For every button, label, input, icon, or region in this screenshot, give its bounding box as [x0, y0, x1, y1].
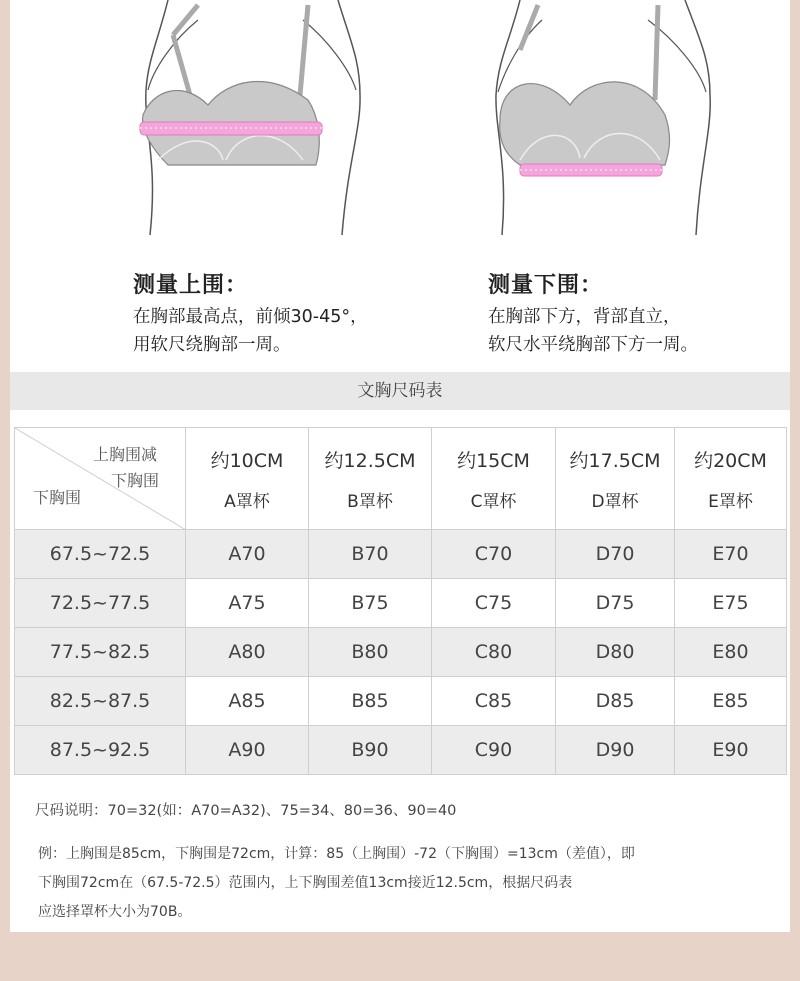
column-header-a [186, 428, 309, 530]
size-cell: D85 [556, 677, 675, 726]
size-cell: A75 [186, 579, 309, 628]
table-row [15, 579, 787, 628]
under-bust-illustration [480, 0, 730, 240]
upper-bust-line2: 用软尺绕胸部一周。 [133, 335, 291, 355]
row-range-label: 77.5~82.5 [15, 628, 186, 677]
corner-label-row-axis: 下胸围 [33, 488, 82, 507]
size-table-title: 文胸尺码表 [10, 372, 790, 410]
table-row [15, 628, 787, 677]
upper-bust-illustration [128, 0, 378, 240]
size-cell: B90 [309, 726, 432, 775]
under-bust-line1: 在胸部下方，背部直立， [488, 307, 681, 327]
upper-bust-line1: 在胸部最高点，前倾30-45°， [133, 307, 368, 327]
size-note: 尺码说明：70=32(如：A70=A32)、75=34、80=36、90=40 [35, 803, 457, 819]
row-range-label: 82.5~87.5 [15, 677, 186, 726]
size-cell: E85 [675, 677, 787, 726]
example-line: 应选择罩杯大小为70B。 [38, 904, 192, 920]
size-cell: D70 [556, 530, 675, 579]
row-range-label: 67.5~72.5 [15, 530, 186, 579]
column-cm-label: 约20CM [694, 449, 767, 472]
upper-bust-caption [133, 268, 368, 359]
example-note [38, 840, 635, 927]
size-cell: C75 [432, 579, 556, 628]
size-cell: E70 [675, 530, 787, 579]
column-cup-label: D罩杯 [591, 491, 639, 512]
size-cell: C80 [432, 628, 556, 677]
column-cup-label: B罩杯 [347, 491, 393, 512]
column-header-c [432, 428, 556, 530]
size-cell: E80 [675, 628, 787, 677]
table-row [15, 677, 787, 726]
row-range-label: 72.5~77.5 [15, 579, 186, 628]
size-table [14, 427, 787, 775]
size-cell: B85 [309, 677, 432, 726]
table-row [15, 530, 787, 579]
table-row [15, 726, 787, 775]
size-cell: D75 [556, 579, 675, 628]
column-cup-label: E罩杯 [708, 491, 753, 512]
size-cell: C90 [432, 726, 556, 775]
size-guide-page [10, 0, 790, 932]
row-range-label: 87.5~92.5 [15, 726, 186, 775]
corner-header-cell [15, 428, 186, 530]
under-bust-line2: 软尺水平绕胸部下方一周。 [488, 335, 698, 355]
example-line: 例：上胸围是85cm，下胸围是72cm，计算：85（上胸围）-72（下胸围）=13cm（差值），即 [38, 846, 635, 862]
column-cm-label: 约12.5CM [324, 449, 416, 472]
size-cell: B75 [309, 579, 432, 628]
column-cm-label: 约17.5CM [569, 449, 661, 472]
example-line: 下胸围72cm在（67.5-72.5）范围内，上下胸围差值13cm接近12.5cm，根据尺码表 [38, 875, 573, 891]
size-table-header-row [15, 428, 787, 530]
column-cm-label: 约15CM [457, 449, 530, 472]
column-header-b [309, 428, 432, 530]
size-cell: A70 [186, 530, 309, 579]
size-cell: B80 [309, 628, 432, 677]
column-cup-label: C罩杯 [470, 491, 517, 512]
size-cell: C85 [432, 677, 556, 726]
upper-bust-title: 测量上围： [133, 273, 249, 298]
corner-label-under: 下胸围 [111, 471, 160, 490]
size-cell: A90 [186, 726, 309, 775]
under-bust-caption [488, 268, 698, 359]
size-cell: A85 [186, 677, 309, 726]
size-cell: E75 [675, 579, 787, 628]
size-cell: B70 [309, 530, 432, 579]
size-cell: D80 [556, 628, 675, 677]
corner-label-upper-minus: 上胸围减 [93, 445, 158, 464]
column-cm-label: 约10CM [210, 449, 284, 472]
column-header-d [556, 428, 675, 530]
under-bust-title: 测量下围： [488, 273, 604, 298]
size-cell: A80 [186, 628, 309, 677]
size-cell: E90 [675, 726, 787, 775]
column-header-e [675, 428, 787, 530]
column-cup-label: A罩杯 [224, 491, 270, 512]
size-cell: C70 [432, 530, 556, 579]
size-cell: D90 [556, 726, 675, 775]
